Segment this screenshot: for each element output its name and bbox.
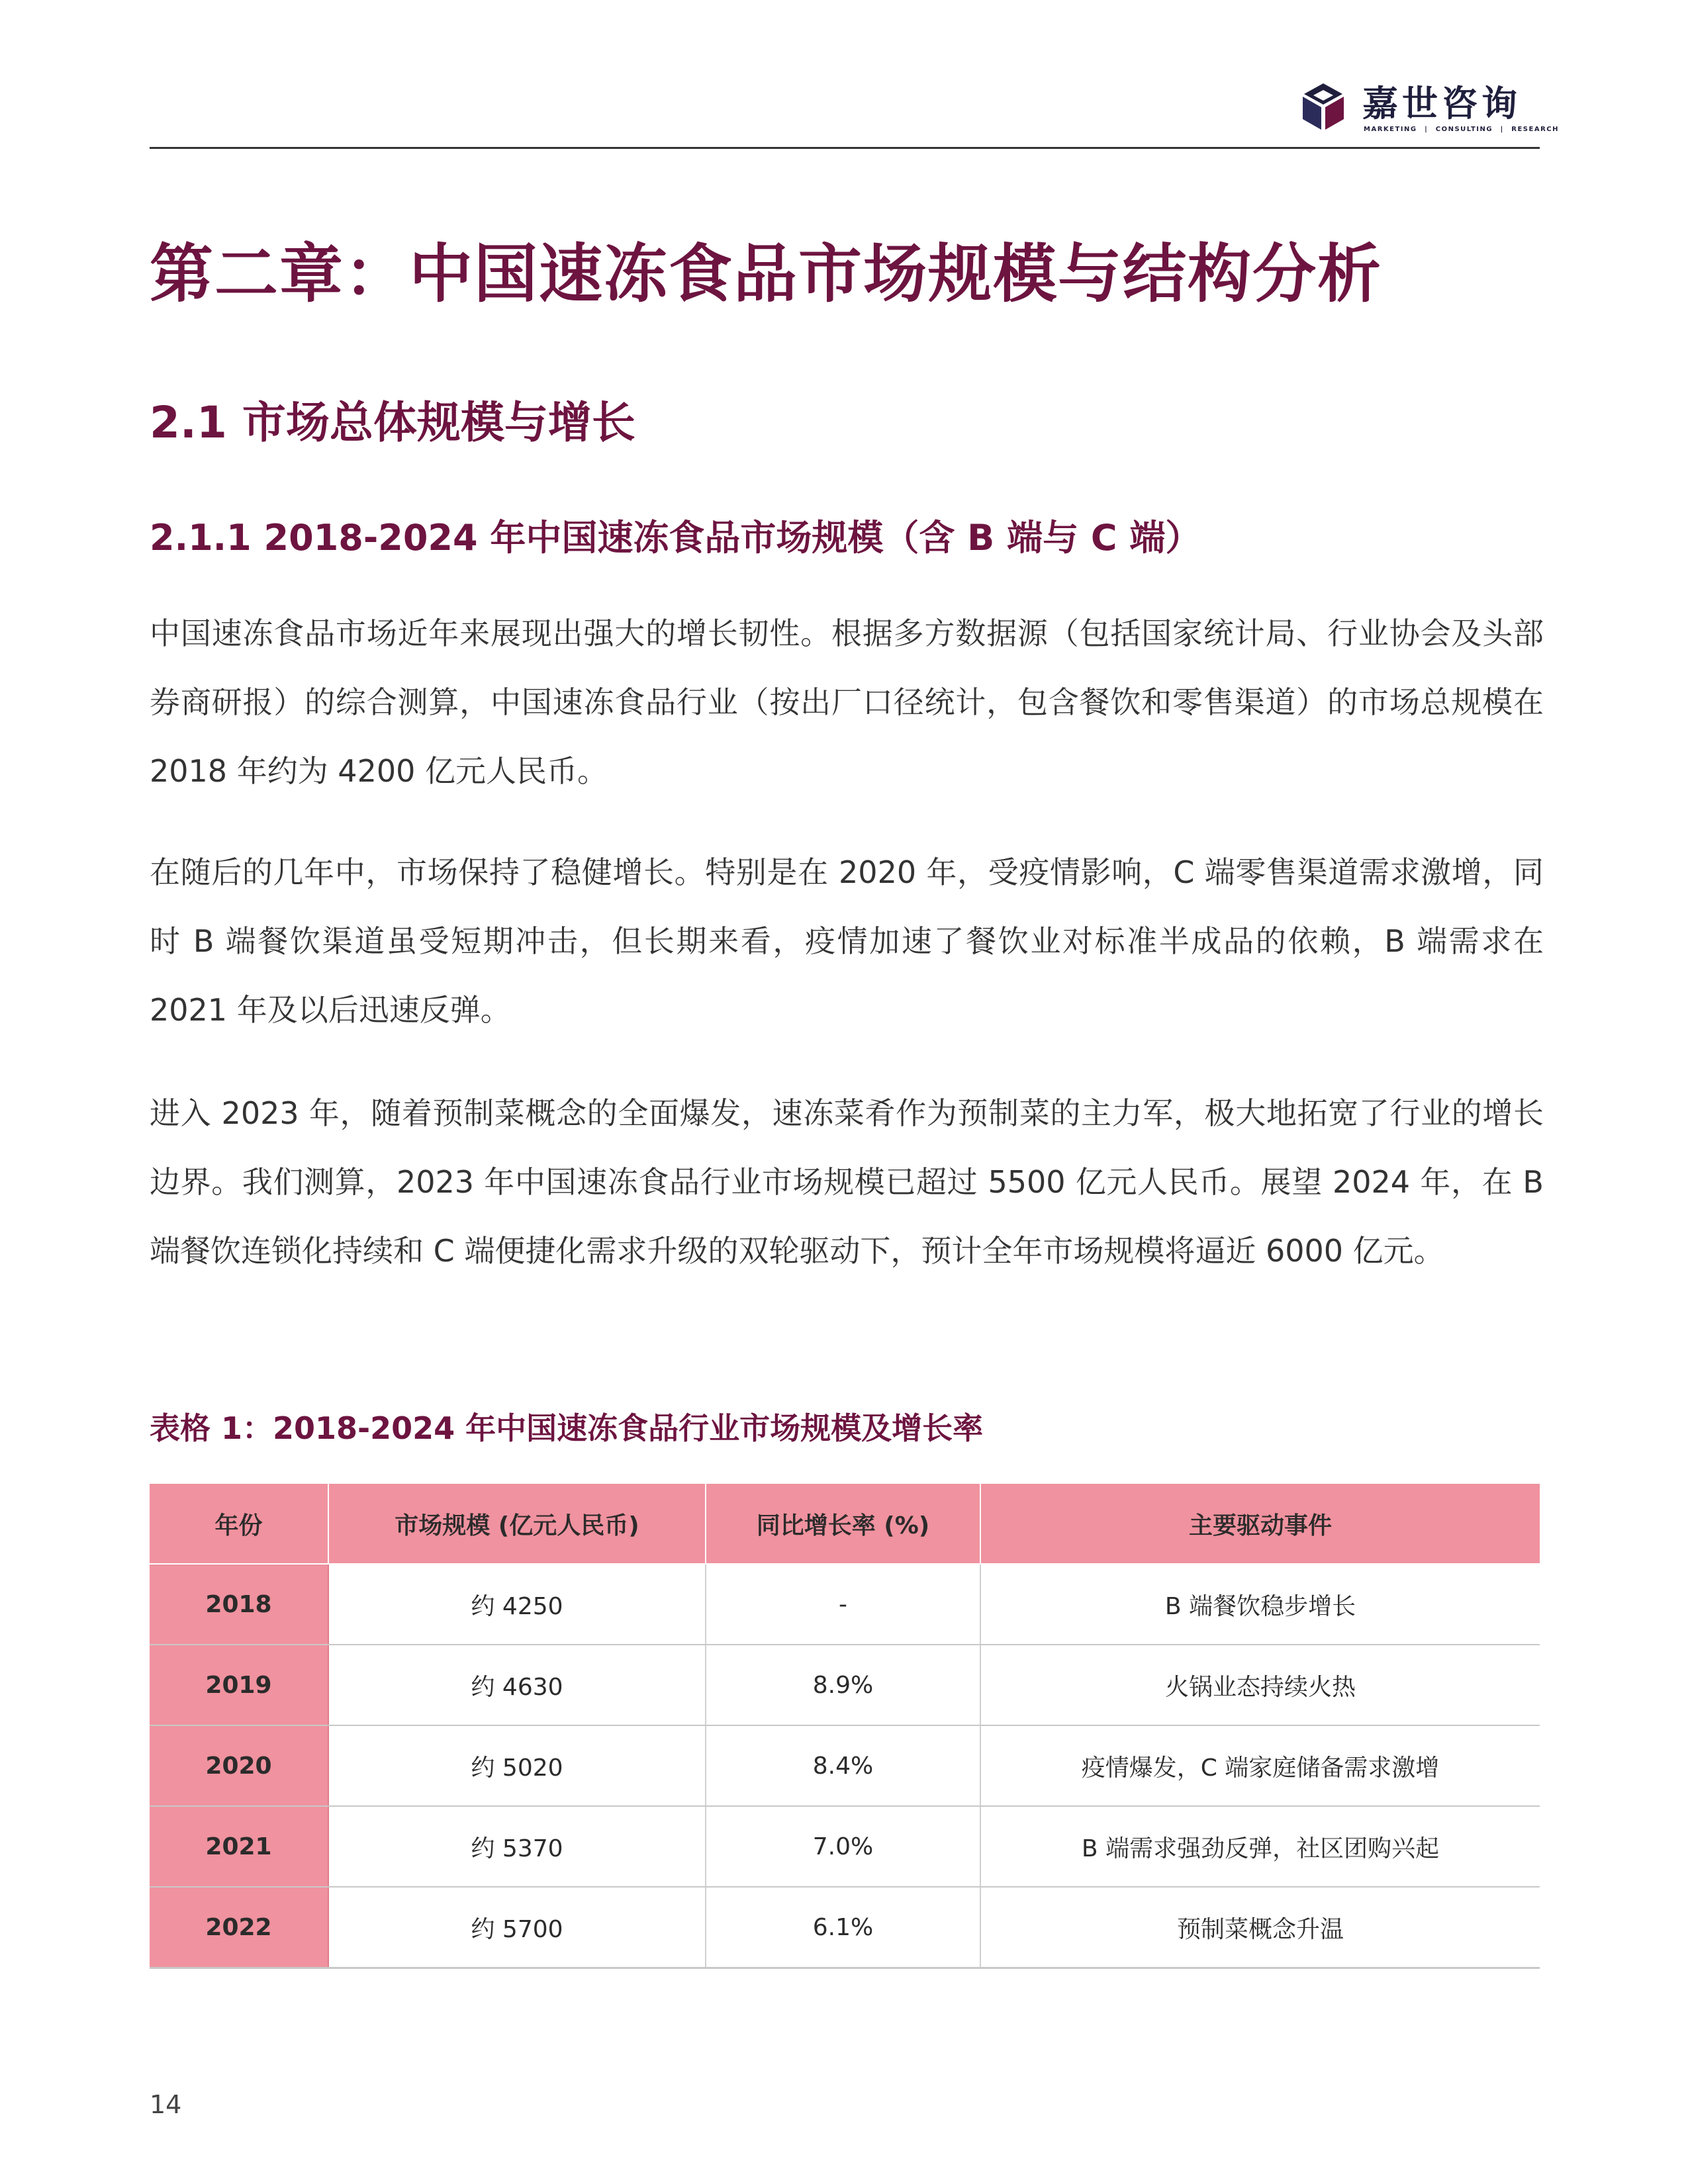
cell-driver-event: 火锅业态持续火热 <box>980 1645 1540 1725</box>
table-row <box>150 1806 1540 1887</box>
body-paragraph-2: 在随后的几年中，市场保持了稳健增长。特别是在 2020 年，受疫情影响，C 端零售渠道需求激增，同时 B 端餐饮渠道虽受短期冲击，但长期来看，疫情加速了餐饮业对标准半成品的依赖，B 端需求在 2021 年及以后迅速反弹。 <box>150 854 1544 1028</box>
table-row <box>150 1645 1540 1725</box>
header-driver-event: 主要驱动事件 <box>980 1484 1540 1564</box>
header-growth-rate: 同比增长率 (%) <box>706 1484 980 1564</box>
table-row <box>150 1887 1540 1968</box>
cell-growth-rate: 8.4% <box>706 1725 980 1806</box>
cell-market-size: 约 5020 <box>328 1725 706 1806</box>
table-caption: 表格 1：2018-2024 年中国速冻食品行业市场规模及增长率 <box>150 1410 984 1446</box>
cell-year: 2018 <box>150 1564 328 1645</box>
cell-market-size: 约 4630 <box>328 1645 706 1725</box>
cell-year: 2020 <box>150 1725 328 1806</box>
section-title: 2.1 市场总体规模与增长 <box>150 397 635 448</box>
table-row <box>150 1725 1540 1806</box>
cell-growth-rate: - <box>706 1564 980 1645</box>
cell-driver-event: 疫情爆发，C 端家庭储备需求激增 <box>980 1725 1540 1806</box>
chapter-title: 第二章：中国速冻食品市场规模与结构分析 <box>150 237 1382 311</box>
brand-tagline: MARKETING | CONSULTING | RESEARCH <box>1364 126 1559 133</box>
body-paragraph-1: 中国速冻食品市场近年来展现出强大的增长韧性。根据多方数据源（包括国家统计局、行业协会及头部券商研报）的综合测算，中国速冻食品行业（按出厂口径统计，包含餐饮和零售渠道）的市场总规模在 2018 年约为 4200 亿元人民币。 <box>150 615 1544 789</box>
logo-cube-icon <box>1296 79 1350 134</box>
cell-year: 2022 <box>150 1887 328 1968</box>
cell-driver-event: B 端餐饮稳步增长 <box>980 1564 1540 1645</box>
brand-logo <box>1296 75 1559 142</box>
page-number: 14 <box>150 2090 182 2119</box>
cell-year: 2021 <box>150 1806 328 1887</box>
cell-year: 2019 <box>150 1645 328 1725</box>
cell-growth-rate: 7.0% <box>706 1806 980 1887</box>
body-paragraph-3: 进入 2023 年，随着预制菜概念的全面爆发，速冻菜肴作为预制菜的主力军，极大地拓宽了行业的增长边界。我们测算，2023 年中国速冻食品行业市场规模已超过 5500 亿元人民币。展望 2024 年，在 B 端餐饮连锁化持续和 C 端便捷化需求升级的双轮驱动下，预计全年市场规模将逼近 6000 亿元。 <box>150 1095 1544 1269</box>
cell-market-size: 约 5370 <box>328 1806 706 1887</box>
table-row <box>150 1564 1540 1645</box>
cell-growth-rate: 6.1% <box>706 1887 980 1968</box>
cell-growth-rate: 8.9% <box>706 1645 980 1725</box>
subsection-title: 2.1.1 2018-2024 年中国速冻食品市场规模（含 B 端与 C 端） <box>150 517 1201 559</box>
header-divider <box>150 147 1540 149</box>
header-market-size: 市场规模 (亿元人民币) <box>328 1484 706 1564</box>
cell-market-size: 约 5700 <box>328 1887 706 1968</box>
table-header-row <box>150 1484 1540 1564</box>
brand-name: 嘉世咨询 <box>1362 83 1521 124</box>
cell-market-size: 约 4250 <box>328 1564 706 1645</box>
cell-driver-event: B 端需求强劲反弹，社区团购兴起 <box>980 1806 1540 1887</box>
header-year: 年份 <box>150 1484 328 1564</box>
market-size-table <box>150 1484 1540 1969</box>
cell-driver-event: 预制菜概念升温 <box>980 1887 1540 1968</box>
